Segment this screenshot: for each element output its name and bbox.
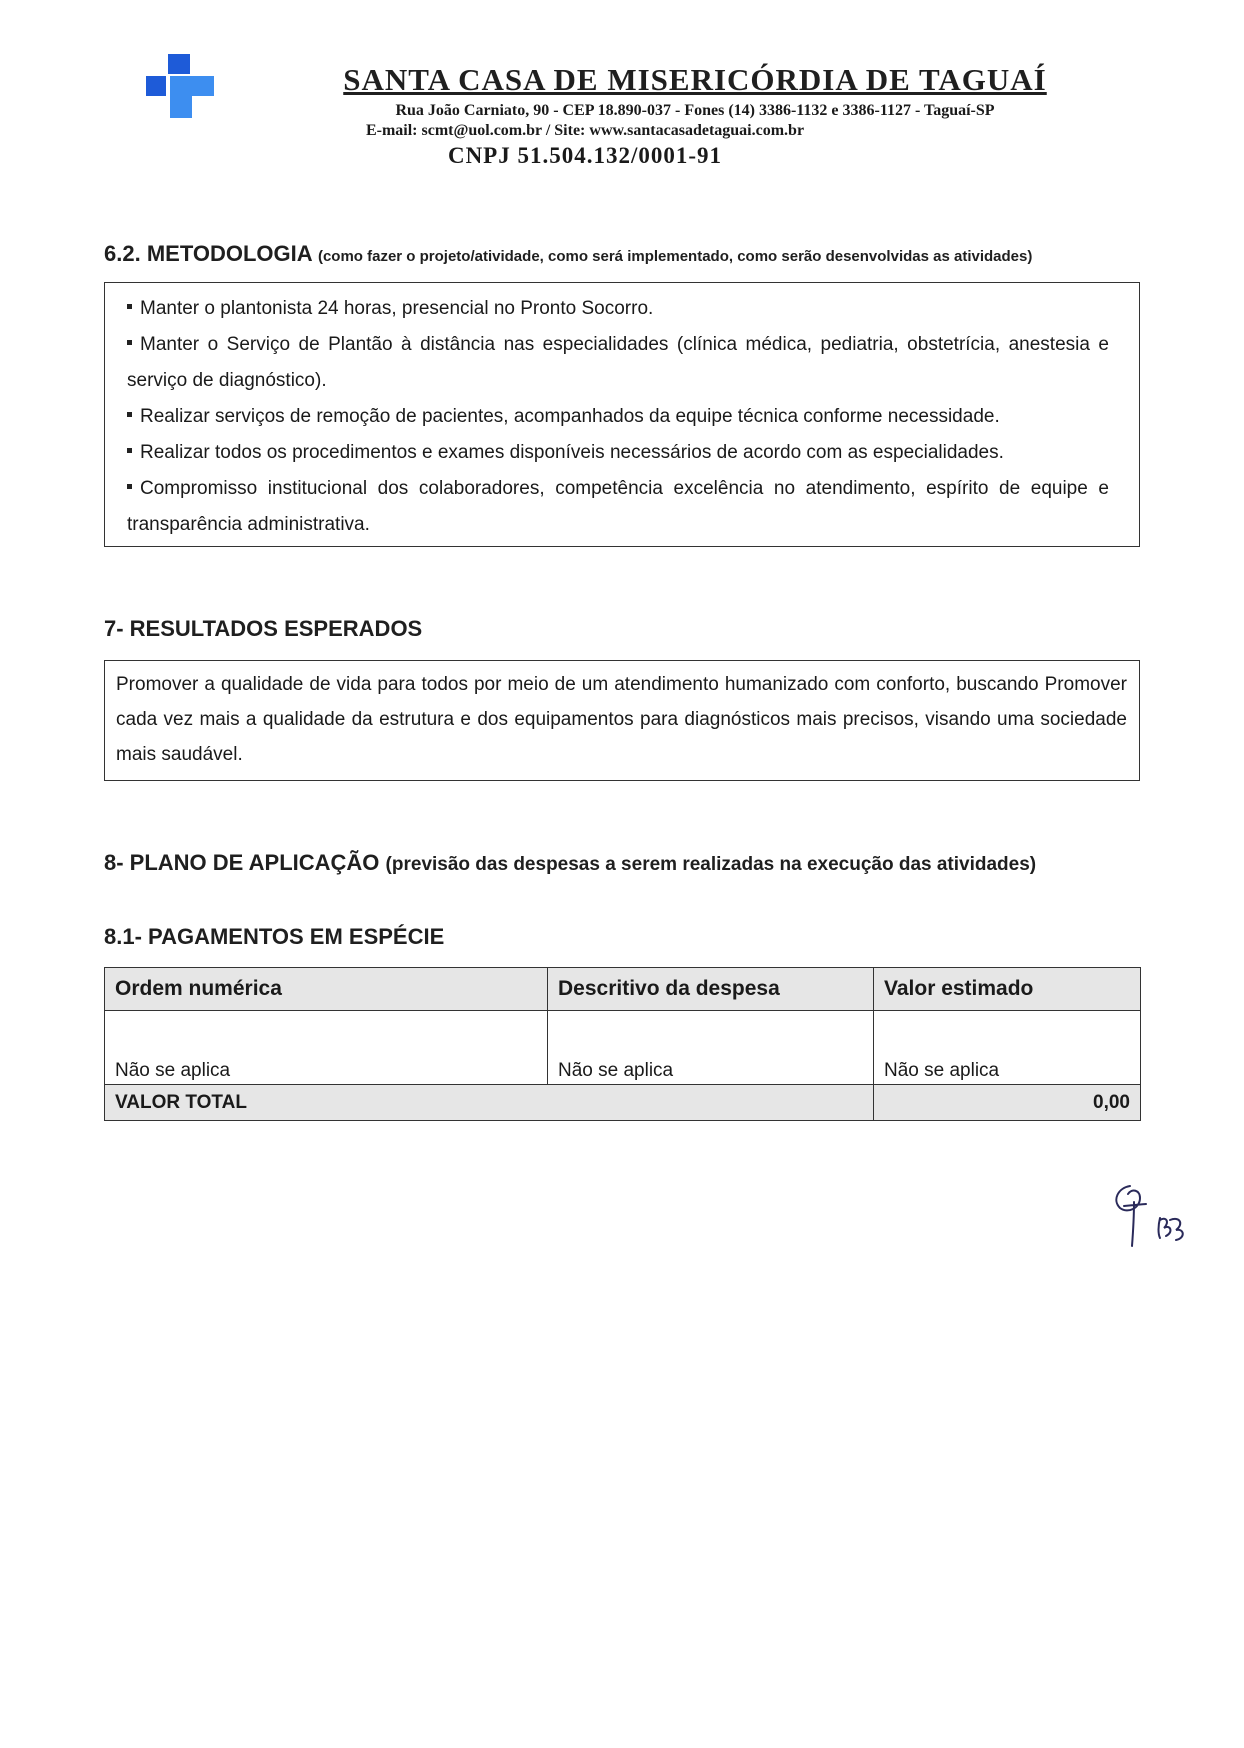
list-item: Realizar todos os procedimentos e exames disponíveis necessários de acordo com as especialidades. [127,435,1109,471]
list-item: Manter o plantonista 24 horas, presencial no Pronto Socorro. [127,291,1109,327]
section-8-1-heading: 8.1- PAGAMENTOS EM ESPÉCIE [104,924,445,949]
column-header: Ordem numérica [105,968,548,1011]
section-6-2-number: 6.2. [104,241,141,266]
expected-results-text: Promover a qualidade de vida para todos por meio de um atendimento humanizado com conforto, buscando Promover cada vez mais a qualidade da estrutura e dos equipamentos para diagnósticos mais precisos, visando uma sociedade mais saudável. [116,674,1127,765]
letterhead [140,50,1120,170]
table-cell: Não se aplica [548,1011,874,1085]
institution-name: SANTA CASA DE MISERICÓRDIA DE TAGUAÍ [343,62,1047,97]
list-item: Compromisso institucional dos colaboradores, competência excelência no atendimento, espírito de equipe e transparência administrativa. [127,478,1109,535]
section-8-subtitle: (previsão das despesas a serem realizadas na execução das atividades) [385,854,1037,875]
section-7-heading: 7- RESULTADOS ESPERADOS [104,616,423,641]
list-item: Manter o Serviço de Plantão à distância nas especialidades (clínica médica, pediatria, obstetrícia, anestesia e serviço de diagnóstico). [127,334,1109,391]
section-6-2-title: METODOLOGIA [146,241,312,266]
section-6-2-heading [104,241,1032,267]
column-header: Descritivo da despesa [548,968,874,1011]
table-cell: Não se aplica [105,1011,548,1085]
bullet-icon [127,340,132,345]
bullet-icon [127,448,132,453]
hospital-cross-logo [140,52,220,120]
institution-address: Rua João Carniato, 90 - CEP 18.890-037 - Fones (14) 3386-1132 e 3386-1127 - Taguaí-SP [395,102,995,119]
section-6-2-subtitle: (como fazer o projeto/atividade, como será implementado, como serão desenvolvidas as atividades) [317,248,1033,265]
table-header-row [105,968,1141,1011]
expected-results-box [104,660,1140,781]
total-row [105,1085,1141,1121]
section-8-heading [104,850,1036,876]
payments-table [104,967,1141,1121]
total-label: VALOR TOTAL [105,1085,874,1121]
list-item: Realizar serviços de remoção de pacientes, acompanhados da equipe técnica conforme necessidade. [127,399,1109,435]
handwritten-signature [1100,1178,1200,1258]
institution-cnpj: CNPJ 51.504.132/0001-91 [447,143,723,168]
table-cell: Não se aplica [874,1011,1141,1085]
table-row [105,1011,1141,1085]
bullet-icon [127,412,132,417]
section-8-title: 8- PLANO DE APLICAÇÃO [104,850,380,875]
bullet-icon [127,304,132,309]
bullet-icon [127,484,132,489]
total-value: 0,00 [874,1085,1141,1121]
methodology-box [104,282,1140,547]
column-header: Valor estimado [874,968,1141,1011]
institution-contact: E-mail: scmt@uol.com.br / Site: www.santacasadetaguai.com.br [365,122,805,139]
